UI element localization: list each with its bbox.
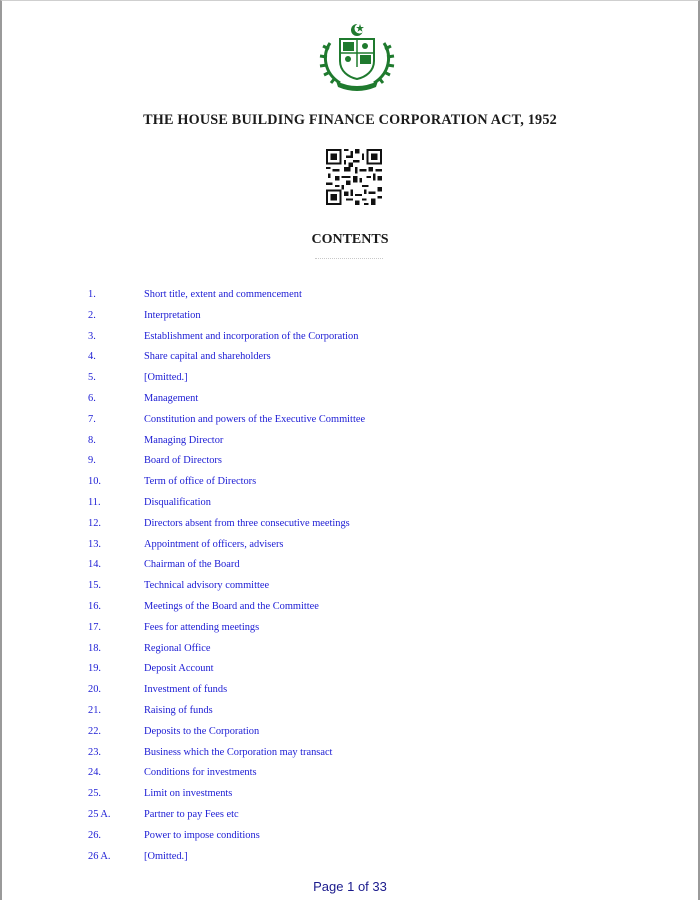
toc-section-title[interactable]: Share capital and shareholders xyxy=(144,351,271,363)
toc-section-number: 11. xyxy=(88,496,101,508)
toc-link[interactable] xyxy=(2,391,700,412)
toc-section-title[interactable]: Constitution and powers of the Executive Committee xyxy=(144,413,366,425)
table-of-contents xyxy=(2,287,700,869)
toc-link[interactable] xyxy=(2,578,700,599)
toc-section-title[interactable]: [Omitted.] xyxy=(144,850,188,862)
toc-section-title[interactable]: Limit on investments xyxy=(144,788,233,800)
toc-link[interactable] xyxy=(2,661,700,682)
toc-link[interactable] xyxy=(2,557,700,578)
toc-section-title[interactable]: Technical advisory committee xyxy=(144,580,270,592)
toc-section-title[interactable]: Meetings of the Board and the Committee xyxy=(144,600,319,612)
contents-heading: CONTENTS xyxy=(311,232,389,247)
toc-link[interactable] xyxy=(2,412,700,433)
toc-link[interactable] xyxy=(2,516,700,537)
toc-section-number: 9. xyxy=(88,455,96,467)
act-title: THE HOUSE BUILDING FINANCE CORPORATION ACT, 1952 xyxy=(143,112,557,128)
toc-section-title[interactable]: Regional Office xyxy=(144,642,211,654)
toc-section-number: 10. xyxy=(88,476,101,488)
toc-link[interactable] xyxy=(2,703,700,724)
toc-section-title[interactable]: Term of office of Directors xyxy=(144,476,257,488)
toc-section-number: 26 A. xyxy=(88,850,111,862)
toc-section-title[interactable]: Chairman of the Board xyxy=(144,559,240,571)
toc-section-number: 7. xyxy=(88,413,96,425)
toc-section-number: 23. xyxy=(88,746,101,758)
toc-section-title[interactable]: Deposits to the Corporation xyxy=(144,725,260,737)
toc-section-number: 12. xyxy=(88,517,101,529)
toc-link[interactable] xyxy=(2,745,700,766)
toc-section-title[interactable]: Managing Director xyxy=(144,434,224,446)
toc-section-title[interactable]: Board of Directors xyxy=(144,455,222,467)
toc-section-number: 8. xyxy=(88,434,96,446)
toc-link[interactable] xyxy=(2,786,700,807)
page-number: Page 1 of 33 xyxy=(313,879,387,894)
toc-link[interactable] xyxy=(2,349,700,370)
toc-section-number: 13. xyxy=(88,538,101,550)
toc-section-title[interactable]: Fees for attending meetings xyxy=(144,621,260,633)
toc-section-title[interactable]: [Omitted.] xyxy=(144,372,188,384)
toc-link[interactable] xyxy=(2,641,700,662)
toc-section-number: 25 A. xyxy=(88,808,111,820)
toc-section-title[interactable]: Investment of funds xyxy=(144,684,228,696)
toc-section-number: 3. xyxy=(88,330,96,342)
toc-section-number: 20. xyxy=(88,684,101,696)
contents-divider xyxy=(315,258,383,259)
toc-section-number: 5. xyxy=(88,372,96,384)
toc-section-title[interactable]: Directors absent from three consecutive meetings xyxy=(144,517,350,529)
toc-link[interactable] xyxy=(2,849,700,870)
toc-link[interactable] xyxy=(2,453,700,474)
toc-section-title[interactable]: Business which the Corporation may transact xyxy=(144,746,333,758)
toc-section-title[interactable]: Interpretation xyxy=(144,309,201,321)
toc-link[interactable] xyxy=(2,620,700,641)
toc-section-number: 14. xyxy=(88,559,101,571)
toc-link[interactable] xyxy=(2,433,700,454)
state-emblem-icon xyxy=(316,21,398,91)
toc-section-number: 18. xyxy=(88,642,101,654)
toc-section-title[interactable]: Raising of funds xyxy=(144,704,213,716)
toc-link[interactable] xyxy=(2,474,700,495)
toc-link[interactable] xyxy=(2,765,700,786)
toc-section-number: 24. xyxy=(88,767,101,779)
toc-section-number: 26. xyxy=(88,829,101,841)
toc-section-number: 21. xyxy=(88,704,101,716)
toc-section-title[interactable]: Management xyxy=(144,392,199,404)
toc-link[interactable] xyxy=(2,329,700,350)
toc-link[interactable] xyxy=(2,495,700,516)
toc-link[interactable] xyxy=(2,287,700,308)
toc-section-title[interactable]: Partner to pay Fees etc xyxy=(144,808,239,820)
toc-section-number: 17. xyxy=(88,621,101,633)
toc-section-number: 19. xyxy=(88,663,101,675)
toc-link[interactable] xyxy=(2,682,700,703)
toc-section-title[interactable]: Power to impose conditions xyxy=(144,829,260,841)
toc-section-title[interactable]: Appointment of officers, advisers xyxy=(144,538,284,550)
toc-link[interactable] xyxy=(2,807,700,828)
toc-link[interactable] xyxy=(2,308,700,329)
toc-section-number: 4. xyxy=(88,351,96,363)
toc-section-title[interactable]: Short title, extent and commencement xyxy=(144,289,302,300)
toc-link[interactable] xyxy=(2,370,700,391)
toc-section-number: 6. xyxy=(88,392,96,404)
toc-section-number: 22. xyxy=(88,725,101,737)
toc-link[interactable] xyxy=(2,537,700,558)
toc-section-number: 1. xyxy=(88,289,96,300)
qr-code-icon xyxy=(324,149,384,205)
toc-section-number: 2. xyxy=(88,309,96,321)
toc-section-title[interactable]: Conditions for investments xyxy=(144,767,257,779)
toc-section-title[interactable]: Disqualification xyxy=(144,496,211,508)
toc-link[interactable] xyxy=(2,599,700,620)
toc-section-number: 25. xyxy=(88,788,101,800)
toc-section-number: 16. xyxy=(88,600,101,612)
toc-link[interactable] xyxy=(2,724,700,745)
toc-section-title[interactable]: Deposit Account xyxy=(144,663,214,675)
toc-link[interactable] xyxy=(2,828,700,849)
toc-section-title[interactable]: Establishment and incorporation of the Corporation xyxy=(144,330,359,342)
toc-section-number: 15. xyxy=(88,580,101,592)
